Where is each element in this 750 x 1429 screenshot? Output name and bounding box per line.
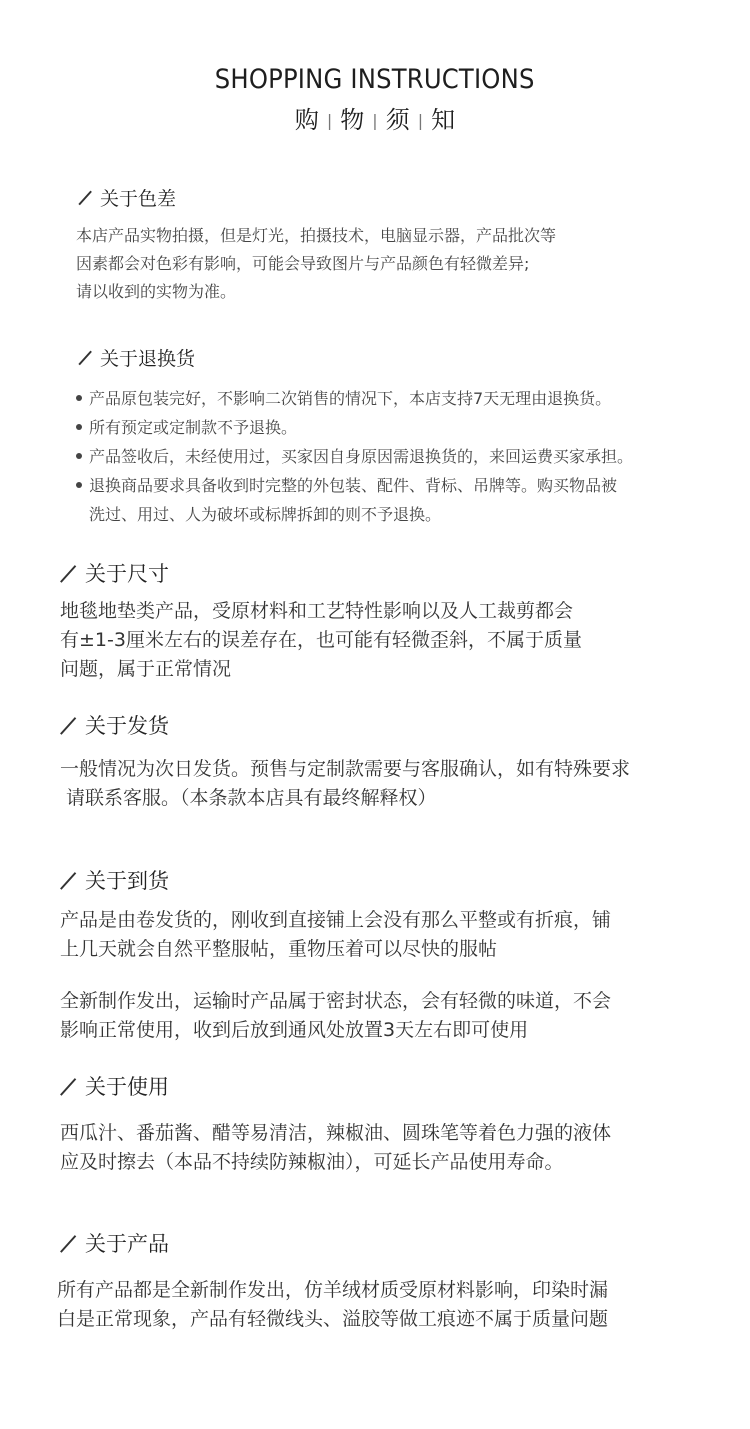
section-color-difference xyxy=(76,182,556,306)
bullet-item xyxy=(76,413,633,442)
section-heading xyxy=(57,709,630,741)
slash-icon xyxy=(76,348,94,366)
section-heading-text: 关于尺寸 xyxy=(85,562,169,586)
paragraph-line: 西瓜汁、番茄酱、醋等易清洁，辣椒油、圆珠笔等着色力强的液体 xyxy=(60,1122,612,1144)
section-heading xyxy=(57,864,611,896)
section-heading xyxy=(57,1227,608,1259)
bullet-item xyxy=(76,442,633,471)
bullet-dot-icon xyxy=(76,453,82,459)
paragraph-line: 请以收到的实物为准。 xyxy=(76,282,237,301)
bullet-text: 退换商品要求具备收到时完整的外包装、配件、背标、吊牌等。购买物品被 xyxy=(89,476,618,495)
slash-icon xyxy=(57,714,79,736)
bullet-text: 所有预定或定制款不予退换。 xyxy=(89,418,298,437)
paragraph-line: 地毯地垫类产品，受原材料和工艺特性影响以及人工裁剪都会 xyxy=(60,600,574,622)
bullet-text: 洗过、用过、人为破坏或标牌拆卸的则不予退换。 xyxy=(89,505,442,524)
title-char: 须 xyxy=(385,106,410,134)
bullet-dot-icon xyxy=(76,424,82,430)
paragraph-line: 应及时擦去（本品不持续防辣椒油），可延长产品使用寿命。 xyxy=(60,1151,564,1173)
title-char: 物 xyxy=(340,106,365,134)
section-shipping xyxy=(57,709,630,813)
section-heading xyxy=(57,557,582,589)
slash-icon xyxy=(57,869,79,891)
section-heading-text: 关于到货 xyxy=(85,869,169,893)
bullet-text: 产品签收后，未经使用过，买家因自身原因需退换货的，来回运费买家承担。 xyxy=(89,447,634,466)
slash-icon xyxy=(57,1075,79,1097)
section-heading-text: 关于色差 xyxy=(100,187,177,210)
bullet-dot-icon xyxy=(76,395,82,401)
section-arrival xyxy=(57,864,611,1045)
section-heading-text: 关于退换货 xyxy=(100,347,196,370)
title-chinese xyxy=(0,102,750,141)
title-separator: | xyxy=(372,111,378,130)
bullet-item xyxy=(76,384,633,413)
section-heading xyxy=(57,1070,611,1102)
paragraph-line: 请联系客服。（本条款本店具有最终解释权） xyxy=(66,787,437,809)
title-english: SHOPPING INSTRUCTIONS xyxy=(215,64,535,95)
page-header xyxy=(0,62,750,141)
section-heading xyxy=(76,342,633,372)
section-size xyxy=(57,557,582,684)
paragraph-line: 影响正常使用，收到后放到通风处放置3天左右即可使用 xyxy=(60,1019,529,1041)
paragraph-line: 全新制作发出，运输时产品属于密封状态，会有轻微的味道，不会 xyxy=(60,990,612,1012)
section-usage xyxy=(57,1070,611,1177)
slash-icon xyxy=(57,562,79,584)
title-separator: | xyxy=(326,111,333,130)
section-heading xyxy=(76,182,556,212)
title-char: 知 xyxy=(431,106,456,134)
slash-icon xyxy=(57,1232,79,1254)
paragraph-line: 一般情况为次日发货。预售与定制款需要与客服确认，如有特殊要求 xyxy=(60,758,631,780)
paragraph-line: 上几天就会自然平整服帖，重物压着可以尽快的服帖 xyxy=(60,938,498,960)
section-heading-text: 关于发货 xyxy=(85,714,169,738)
title-char: 购 xyxy=(294,106,319,134)
section-product xyxy=(57,1227,608,1334)
paragraph-line: 有±1-3厘米左右的误差存在，也可能有轻微歪斜，不属于质量 xyxy=(60,629,582,651)
paragraph-line: 所有产品都是全新制作发出，仿羊绒材质受原材料影响，印染时漏 xyxy=(57,1279,609,1301)
section-heading-text: 关于产品 xyxy=(85,1232,169,1256)
paragraph-line: 问题，属于正常情况 xyxy=(60,658,232,680)
section-heading-text: 关于使用 xyxy=(85,1075,169,1099)
paragraph-line: 本店产品实物拍摄，但是灯光，拍摄技术，电脑显示器，产品批次等 xyxy=(76,226,557,245)
paragraph-line: 白是正常现象，产品有轻微线头、溢胶等做工痕迹不属于质量问题 xyxy=(57,1308,609,1330)
bullet-dot-icon xyxy=(76,482,82,488)
paragraph-line: 产品是由卷发货的，刚收到直接铺上会没有那么平整或有折痕，铺 xyxy=(60,909,612,931)
section-returns xyxy=(76,342,633,529)
bullet-item xyxy=(76,471,633,500)
paragraph-line: 因素都会对色彩有影响，可能会导致图片与产品颜色有轻微差异; xyxy=(76,254,530,273)
bullet-text: 产品原包装完好，不影响二次销售的情况下，本店支持7天无理由退换货。 xyxy=(89,389,612,408)
title-separator: | xyxy=(417,111,424,130)
bullet-continuation xyxy=(76,500,633,529)
slash-icon xyxy=(76,188,94,206)
